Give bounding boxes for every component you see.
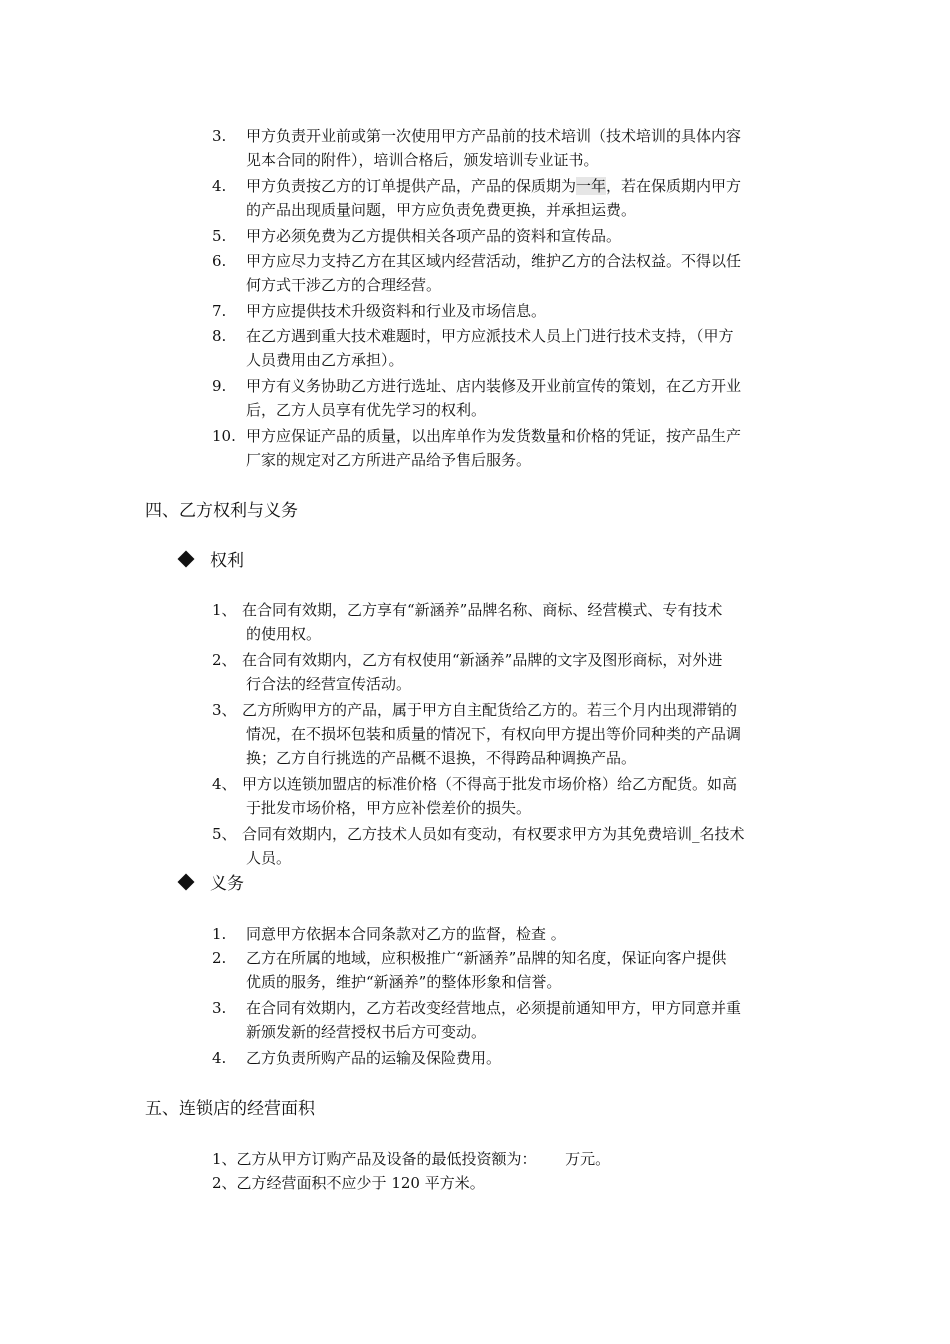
list-number: 5.	[212, 227, 227, 245]
list-text: 甲方应保证产品的质量，以出库单作为发货数量和价格的凭证，按产品生产 厂家的规定对乙方所进产品给予售后服务。	[246, 427, 742, 469]
list-number: 4、	[212, 775, 237, 793]
list-text: 合同有效期内，乙方技术人员如有变动，有权要求甲方为其免费培训_名技术 人员。	[242, 825, 745, 867]
list-number: 8.	[212, 327, 227, 345]
list-number: 5、	[212, 825, 237, 843]
section-heading: 五、连锁店的经营面积	[145, 1099, 315, 1119]
list-number: 7.	[212, 302, 227, 320]
list-text: 在乙方遇到重大技术难题时，甲方应派技术人员上门进行技术支持，（甲方 人员费用由乙方承担）。	[246, 327, 734, 369]
rights-subheading: 权利	[180, 548, 244, 574]
list-text: 甲方负责开业前或第一次使用甲方产品前的技术培训（技术培训的具体内容 见本合同的附件），培训合格后，颁发培训专业证书。	[246, 127, 742, 169]
section-heading: 四、乙方权利与义务	[145, 501, 298, 521]
list-number: 1.	[212, 925, 227, 943]
highlighted-term: 一年	[576, 177, 607, 195]
list-number: 3、	[212, 701, 237, 719]
list-number: 9.	[212, 377, 227, 395]
list-number: 3.	[212, 127, 227, 145]
list-number: 4.	[212, 1049, 227, 1067]
list-text: 甲方有义务协助乙方进行选址、店内装修及开业前宣传的策划，在乙方开业 后，乙方人员享有优先学习的权利。	[246, 377, 742, 419]
list-text: 甲方应尽力支持乙方在其区域内经营活动，维护乙方的合法权益。不得以任 何方式干涉乙方的合理经营。	[246, 252, 742, 294]
list-number: 2、	[212, 651, 237, 669]
list-number: 4.	[212, 177, 227, 195]
list-item: 1、乙方从甲方订购产品及设备的最低投资额为： 万元。	[212, 1150, 611, 1168]
list-text: 甲方应提供技术升级资料和行业及市场信息。	[246, 302, 547, 320]
list-text: 在合同有效期内，乙方若改变经营地点，必须提前通知甲方，甲方同意并重 新颁发新的经营授权书后方可变动。	[246, 999, 742, 1041]
list-text: 在合同有效期内，乙方有权使用“新涵养”品牌的文字及图形商标，对外进 行合法的经营宣传活动。	[242, 651, 723, 693]
list-text: 同意甲方依据本合同条款对乙方的监督，检查 。	[246, 925, 566, 943]
list-number: 3.	[212, 999, 227, 1017]
list-text: 在合同有效期，乙方享有“新涵养”品牌名称、商标、经营模式、专有技术 的使用权。	[242, 601, 723, 643]
list-number: 1、	[212, 601, 237, 619]
list-text: 甲方以连锁加盟店的标准价格（不得高于批发市场价格）给乙方配货。如高 于批发市场价格，甲方应补偿差价的损失。	[242, 775, 738, 817]
list-text: 乙方在所属的地域，应积极推广“新涵养”品牌的知名度，保证向客户提供 优质的服务，维护“新涵养”的整体形象和信誉。	[246, 949, 727, 991]
list-text: 甲方必须免费为乙方提供相关各项产品的资料和宣传品。	[246, 227, 622, 245]
list-number: 10.	[212, 427, 236, 445]
list-item: 2、乙方经营面积不应少于 120 平方米。	[212, 1174, 485, 1192]
duties-subheading: 义务	[180, 871, 244, 897]
list-text: 甲方负责按乙方的订单提供产品，产品的保质期为一年，若在保质期内甲方 的产品出现质量问题，甲方应负责免费更换，并承担运费。	[246, 177, 742, 219]
diamond-bullet-icon	[178, 874, 195, 891]
list-text: 乙方负责所购产品的运输及保险费用。	[246, 1049, 502, 1067]
list-text: 乙方所购甲方的产品，属于甲方自主配货给乙方的。若三个月内出现滞销的 情况，在不损坏包装和质量的情况下，有权向甲方提出等价同种类的产品调 换；乙方自行挑选的产品概不退换，不得跨品种调换产品。	[242, 701, 742, 767]
list-number: 6.	[212, 252, 227, 270]
list-number: 2.	[212, 949, 227, 967]
diamond-bullet-icon	[178, 551, 195, 568]
